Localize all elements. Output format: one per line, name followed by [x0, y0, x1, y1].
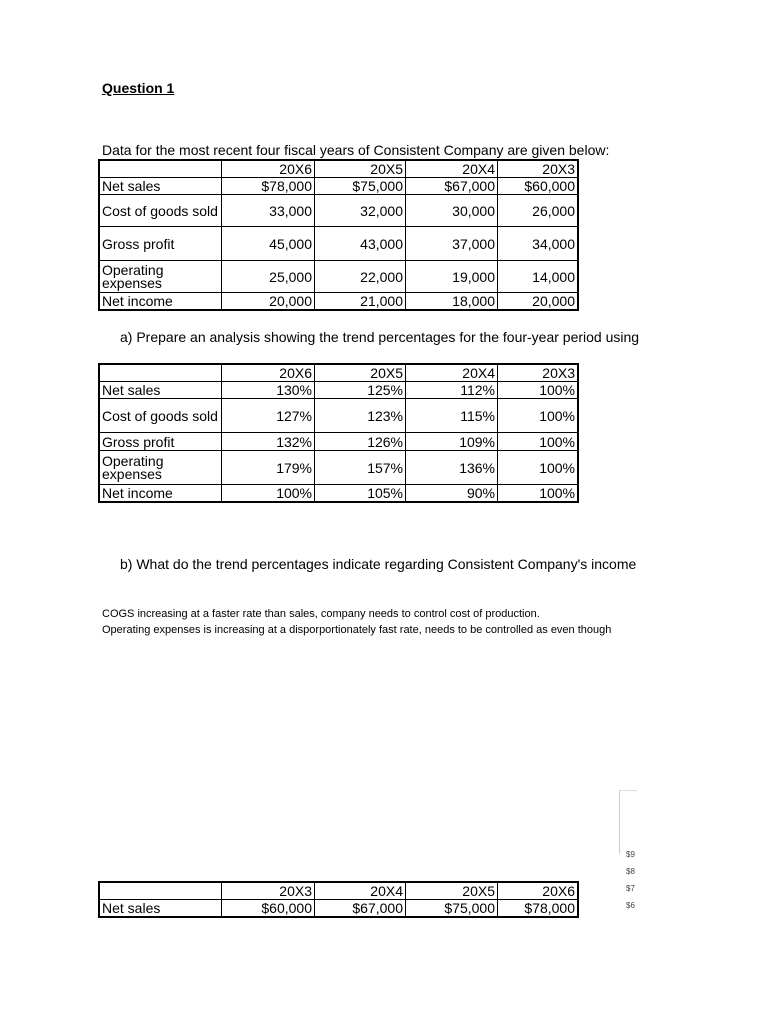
- row-label: Net sales: [100, 382, 222, 399]
- cell-value: 90%: [406, 485, 498, 502]
- cell-value: 179%: [222, 451, 315, 485]
- cell-value: 22,000: [315, 261, 406, 293]
- column-header: 20X5: [315, 161, 406, 178]
- table-row: [100, 261, 578, 293]
- table-row: [100, 451, 578, 485]
- cell-value: 157%: [315, 451, 406, 485]
- cell-value: 43,000: [315, 227, 406, 261]
- cell-value: 19,000: [406, 261, 498, 293]
- cell-value: 112%: [406, 382, 498, 399]
- table-header-row: [100, 161, 578, 178]
- table-row: [100, 433, 578, 451]
- row-label: Operating expenses: [100, 261, 222, 293]
- table-row: [100, 293, 578, 310]
- cell-value: 105%: [315, 485, 406, 502]
- column-header: 20X6: [222, 365, 315, 382]
- cell-value: 100%: [498, 433, 578, 451]
- part-b-question: b) What do the trend percentages indicate regarding Consistent Company's income: [120, 556, 637, 572]
- row-label: Gross profit: [100, 433, 222, 451]
- column-header: 20X6: [222, 161, 315, 178]
- cell-value: 100%: [498, 399, 578, 433]
- cell-value: 45,000: [222, 227, 315, 261]
- row-label: Cost of goods sold: [100, 195, 222, 227]
- table-row: [100, 399, 578, 433]
- cell-value: $78,000: [222, 178, 315, 195]
- table-header-row: [100, 365, 578, 382]
- cell-value: 20,000: [498, 293, 578, 310]
- cell-value: 136%: [406, 451, 498, 485]
- cell-value: $67,000: [315, 900, 406, 917]
- table-row: [100, 178, 578, 195]
- table-row: [100, 900, 578, 917]
- table-header-row: [100, 883, 578, 900]
- cell-value: 20,000: [222, 293, 315, 310]
- column-header: 20X3: [498, 365, 578, 382]
- cell-value: 26,000: [498, 195, 578, 227]
- intro-text: Data for the most recent four fiscal years of Consistent Company are given below:: [102, 142, 610, 158]
- column-header: 20X3: [222, 883, 315, 900]
- chart-fragment-border: [619, 790, 637, 791]
- column-header: 20X4: [315, 883, 406, 900]
- cell-value: 132%: [222, 433, 315, 451]
- column-header: 20X6: [498, 883, 578, 900]
- answer-note-line: Operating expenses is increasing at a disporportionately fast rate, needs to be controlled as even though: [102, 624, 612, 636]
- cell-value: 123%: [315, 399, 406, 433]
- row-label: Net income: [100, 485, 222, 502]
- cell-value: 127%: [222, 399, 315, 433]
- part-a-question: a) Prepare an analysis showing the trend percentages for the four-year period using: [120, 329, 640, 345]
- cell-value: 18,000: [406, 293, 498, 310]
- cell-value: 130%: [222, 382, 315, 399]
- table-row: [100, 485, 578, 502]
- trend-percentage-table: [99, 364, 578, 502]
- chart-axis-tick: $6: [626, 901, 635, 910]
- cell-value: 32,000: [315, 195, 406, 227]
- table-row: [100, 227, 578, 261]
- cell-value: 100%: [222, 485, 315, 502]
- table-row: [100, 382, 578, 399]
- row-label: Operating expenses: [100, 451, 222, 485]
- cell-value: $60,000: [222, 900, 315, 917]
- cell-value: $60,000: [498, 178, 578, 195]
- financial-data-table: [99, 160, 578, 310]
- cell-value: $78,000: [498, 900, 578, 917]
- cell-value: 30,000: [406, 195, 498, 227]
- cell-value: 126%: [315, 433, 406, 451]
- column-header: 20X4: [406, 161, 498, 178]
- column-header: 20X5: [315, 365, 406, 382]
- cell-value: 37,000: [406, 227, 498, 261]
- column-header: 20X4: [406, 365, 498, 382]
- chart-fragment-border: [619, 790, 620, 854]
- answer-note-line: COGS increasing at a faster rate than sales, company needs to control cost of production.: [102, 608, 540, 620]
- cell-value: 25,000: [222, 261, 315, 293]
- table-row: [100, 195, 578, 227]
- cell-value: 100%: [498, 451, 578, 485]
- row-label: Net sales: [100, 178, 222, 195]
- question-title: Question 1: [102, 80, 175, 96]
- cell-value: 14,000: [498, 261, 578, 293]
- row-label: Gross profit: [100, 227, 222, 261]
- row-label: Cost of goods sold: [100, 399, 222, 433]
- cell-value: $75,000: [315, 178, 406, 195]
- cell-value: $67,000: [406, 178, 498, 195]
- net-sales-table: [99, 882, 578, 917]
- chart-axis-tick: $8: [626, 867, 635, 876]
- column-header: 20X5: [406, 883, 498, 900]
- cell-value: 100%: [498, 485, 578, 502]
- cell-value: 34,000: [498, 227, 578, 261]
- answer-notes: [102, 606, 611, 638]
- cell-value: 33,000: [222, 195, 315, 227]
- cell-value: 100%: [498, 382, 578, 399]
- chart-axis-tick: $7: [626, 884, 635, 893]
- cell-value: 21,000: [315, 293, 406, 310]
- cell-value: 115%: [406, 399, 498, 433]
- cell-value: $75,000: [406, 900, 498, 917]
- row-label: Net sales: [100, 900, 222, 917]
- row-label: Net income: [100, 293, 222, 310]
- cell-value: 125%: [315, 382, 406, 399]
- cell-value: 109%: [406, 433, 498, 451]
- chart-axis-tick: $9: [626, 850, 635, 859]
- column-header: 20X3: [498, 161, 578, 178]
